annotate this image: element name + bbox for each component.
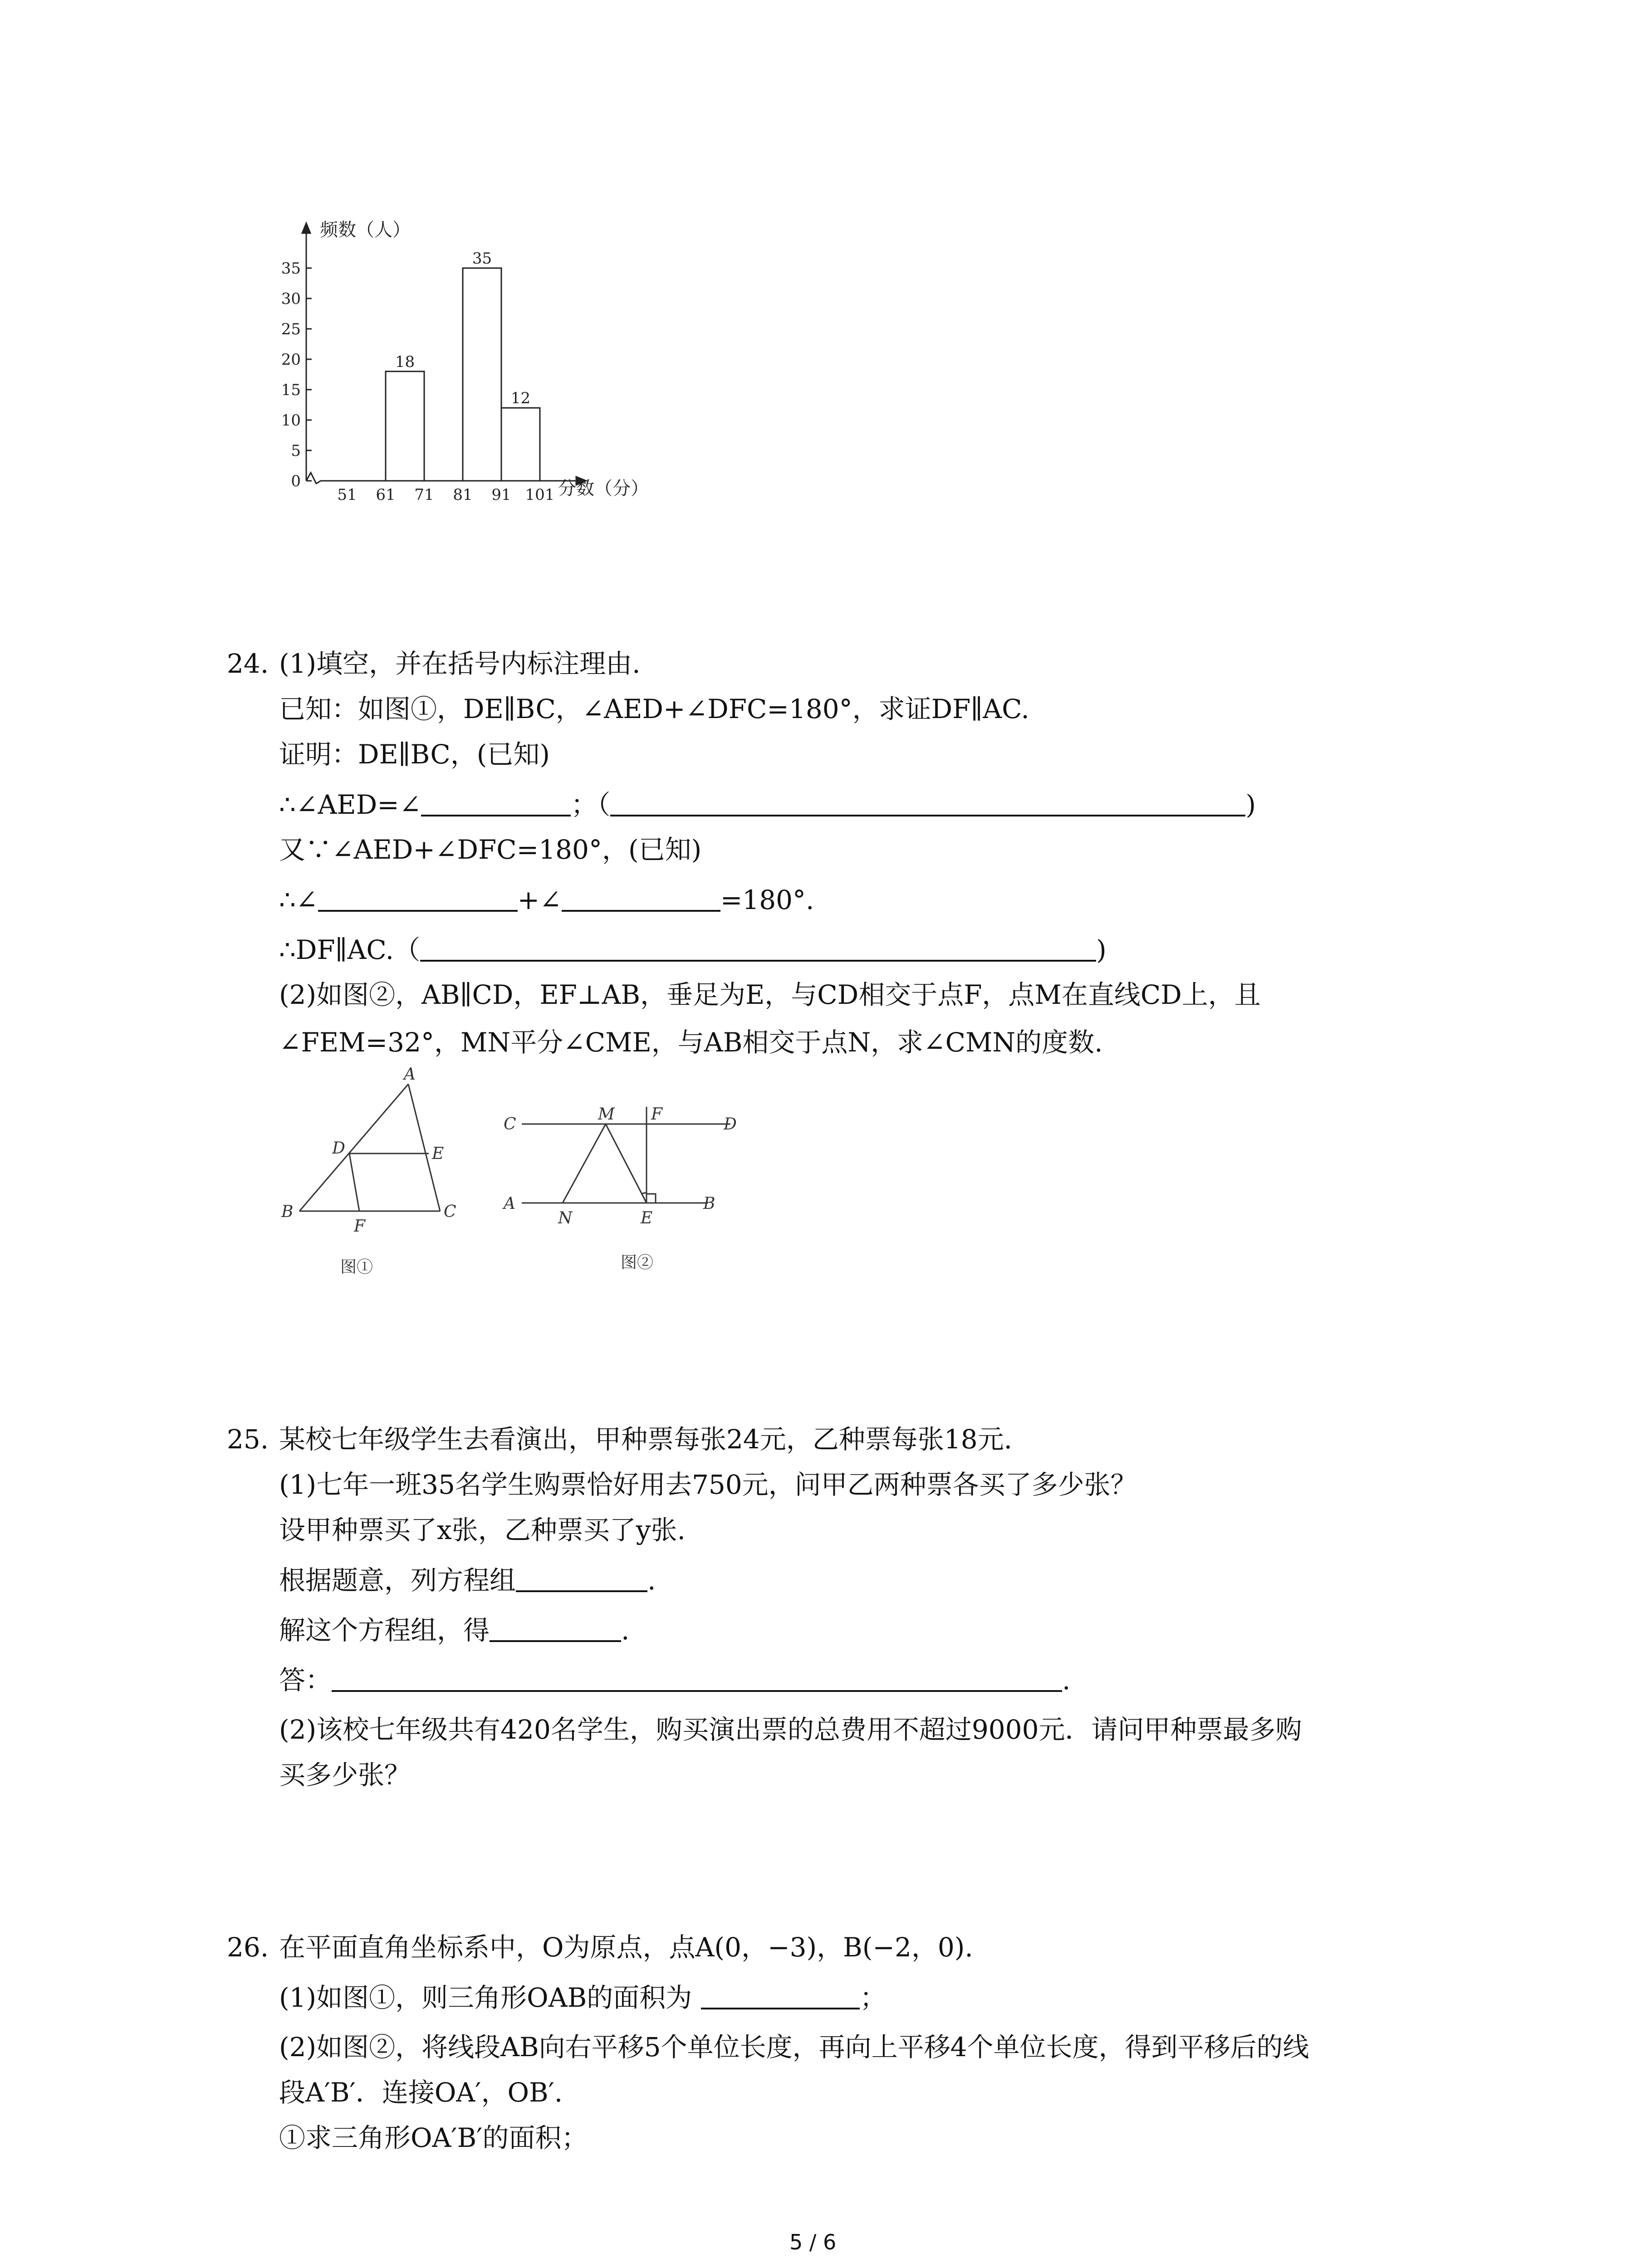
q26-number: 26. bbox=[227, 1932, 269, 1963]
fig2-label-N: N bbox=[558, 1209, 573, 1227]
fig1-label-A: A bbox=[404, 1066, 416, 1084]
bar-value-label: 12 bbox=[510, 389, 531, 408]
q24-step1-text: ∴∠AED=∠ bbox=[279, 789, 421, 820]
page-number: 5 / 6 bbox=[789, 2230, 837, 2254]
y-tick-label: 15 bbox=[281, 381, 301, 399]
q26-part1-text: (1)如图①，则三角形OAB的面积为 bbox=[279, 1982, 692, 2013]
fig2-label-B: B bbox=[703, 1194, 715, 1213]
bar-value-label: 18 bbox=[395, 352, 415, 371]
x-tick-label: 81 bbox=[453, 486, 473, 504]
fig1-label-F: F bbox=[354, 1217, 365, 1236]
blank-equation[interactable] bbox=[516, 1564, 647, 1592]
y-tick-label: 20 bbox=[281, 351, 301, 369]
q24-step3-eq: =180°. bbox=[720, 885, 814, 915]
fig2-label-D: D bbox=[724, 1115, 737, 1134]
q24-number: 24. bbox=[227, 648, 269, 679]
figure-2-parallel-lines bbox=[495, 1080, 749, 1279]
q26-part3: ①求三角形OA′B′的面积； bbox=[279, 2122, 588, 2153]
q25-equation-text: 根据题意，列方程组 bbox=[279, 1565, 516, 1596]
fig1-label-B: B bbox=[281, 1202, 294, 1221]
x-tick-label: 61 bbox=[376, 486, 396, 504]
x-tick-label: 101 bbox=[525, 486, 555, 504]
q25-solve-dot: . bbox=[621, 1615, 630, 1646]
fig1-label-D: D bbox=[332, 1139, 345, 1158]
x-tick-label: 51 bbox=[337, 486, 357, 504]
q25-solve-text: 解这个方程组，得 bbox=[279, 1615, 490, 1646]
y-tick-label: 35 bbox=[281, 259, 301, 278]
fig1-caption: 图① bbox=[340, 1258, 373, 1276]
q26-part1-end: ； bbox=[860, 1982, 887, 2013]
q24-step4-close: ) bbox=[1096, 934, 1107, 965]
bar bbox=[501, 408, 540, 481]
q26-intro: 在平面直角坐标系中，O为原点，点A(0，−3)，B(−2，0). bbox=[279, 1932, 973, 1963]
fig2-label-A: A bbox=[504, 1194, 515, 1213]
q24-part2-line1: (2)如图②，AB∥CD，EF⊥AB，垂足为E，与CD相交于点F，点M在直线CD上，且 bbox=[279, 979, 1261, 1010]
q24-proof: 证明：DE∥BC，(已知) bbox=[279, 739, 550, 770]
bar bbox=[463, 268, 501, 481]
q24-step1-close: ) bbox=[1245, 789, 1256, 820]
y-tick-label: 25 bbox=[281, 320, 301, 338]
blank-solution[interactable] bbox=[490, 1614, 621, 1642]
blank-area[interactable] bbox=[701, 1981, 860, 2009]
bar-value-label: 35 bbox=[472, 249, 492, 268]
q24-step4 bbox=[279, 934, 1107, 966]
q24-part1: (1)填空，并在括号内标注理由. bbox=[279, 648, 641, 679]
q24-step3-plus: +∠ bbox=[517, 885, 562, 915]
x-tick-label: 71 bbox=[414, 486, 434, 504]
q26-part2-line1: (2)如图②，将线段AB向右平移5个单位长度，再向上平移4个单位长度，得到平移后的线 bbox=[279, 2032, 1309, 2063]
blank-reason-1[interactable] bbox=[610, 788, 1245, 816]
q25-part2-line1: (2)该校七年级共有420名学生，购买演出票的总费用不超过9000元．请问甲种票最多购 bbox=[279, 1714, 1302, 1745]
x-tick-label: 91 bbox=[491, 486, 511, 504]
histogram-chart bbox=[272, 213, 681, 522]
y-tick-label: 5 bbox=[291, 442, 301, 460]
y-tick-label: 30 bbox=[281, 290, 301, 308]
q25-intro: 某校七年级学生去看演出，甲种票每张24元，乙种票每张18元. bbox=[279, 1424, 1013, 1455]
q25-solve bbox=[279, 1614, 629, 1646]
q24-step3 bbox=[279, 884, 814, 916]
fig2-label-C: C bbox=[504, 1115, 516, 1134]
y-tick-label: 0 bbox=[291, 472, 301, 490]
q24-step2: 又∵∠AED+∠DFC=180°，(已知) bbox=[279, 834, 702, 865]
q24-step4-text: ∴DF∥AC.（ bbox=[279, 934, 421, 965]
q24-step3-text: ∴∠ bbox=[279, 885, 318, 915]
blank-answer[interactable] bbox=[332, 1664, 1062, 1692]
blank-angle-3[interactable] bbox=[562, 884, 720, 912]
y-tick-label: 10 bbox=[281, 411, 301, 430]
q25-equation-dot: . bbox=[647, 1565, 656, 1596]
blank-angle-2[interactable] bbox=[318, 884, 518, 912]
q25-part1: (1)七年一班35名学生购票恰好用去750元，问甲乙两种票各买了多少张？ bbox=[279, 1469, 1137, 1500]
y-axis-label: 频数（人） bbox=[320, 220, 411, 240]
q25-let: 设甲种票买了x张，乙种票买了y张. bbox=[279, 1515, 686, 1545]
q24-known: 已知：如图①，DE∥BC，∠AED+∠DFC=180°，求证DF∥AC. bbox=[279, 694, 1029, 724]
fig2-label-F: F bbox=[651, 1105, 662, 1124]
q25-answer-dot: . bbox=[1062, 1665, 1071, 1696]
figure-1-triangle bbox=[272, 1066, 481, 1284]
q26-part2-line2: 段A′B′．连接OA′，OB′. bbox=[279, 2077, 563, 2108]
x-axis-label: 分数（分） bbox=[558, 478, 649, 499]
q25-number: 25. bbox=[227, 1424, 269, 1455]
blank-angle-1[interactable] bbox=[421, 788, 571, 816]
q25-answer-text: 答： bbox=[279, 1665, 332, 1696]
q24-step1-sep: ；（ bbox=[571, 789, 611, 820]
q24-step1 bbox=[279, 788, 1256, 821]
q25-equation bbox=[279, 1564, 656, 1596]
fig2-caption: 图② bbox=[621, 1253, 654, 1272]
bar bbox=[386, 371, 424, 481]
fig2-label-M: M bbox=[598, 1105, 615, 1124]
q26-part1 bbox=[279, 1981, 886, 2014]
fig1-label-C: C bbox=[444, 1202, 456, 1221]
y-axis-arrow bbox=[302, 223, 310, 233]
fig2-label-E: E bbox=[641, 1209, 653, 1227]
fig1-label-E: E bbox=[432, 1144, 444, 1163]
q25-answer bbox=[279, 1664, 1070, 1696]
q25-part2-line2: 买多少张？ bbox=[279, 1760, 411, 1790]
blank-reason-2[interactable] bbox=[420, 934, 1096, 962]
q24-part2-line2: ∠FEM=32°，MN平分∠CME，与AB相交于点N，求∠CMN的度数. bbox=[279, 1027, 1103, 1058]
